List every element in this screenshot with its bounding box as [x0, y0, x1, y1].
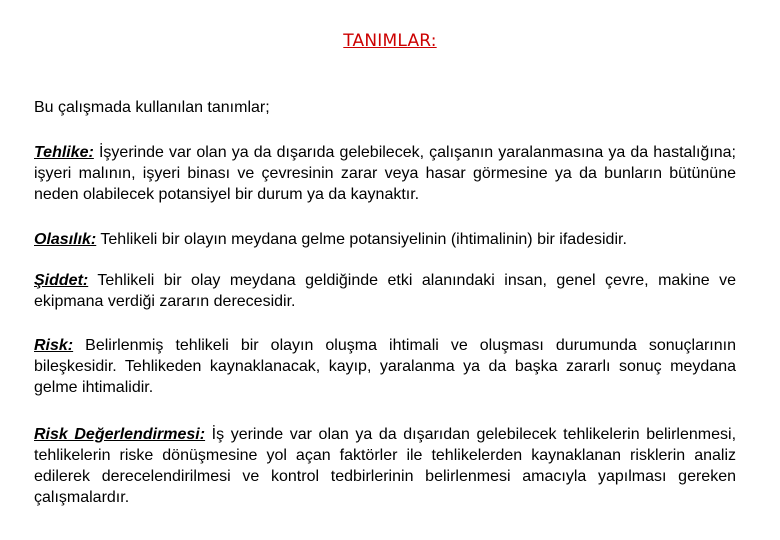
definition-text: Belirlenmiş tehlikeli bir olayın oluşma ihtimali ve oluşması durumunda sonuçlarının bileşkesidir. Tehlikeden kaynaklanacak, kayıp, yaralanma ya da başka zararlı sonuç meydana gelme ihtimalidir.	[34, 337, 736, 396]
definition-risk	[34, 335, 736, 398]
definition-term: Tehlike:	[34, 144, 94, 161]
definition-siddet	[34, 270, 736, 312]
definition-text: Tehlikeli bir olay meydana geldiğinde etki alanındaki insan, genel çevre, makine ve ekipmana verdiği zararın derecesidir.	[34, 272, 736, 310]
intro-text: Bu çalışmada kullanılan tanımlar;	[34, 99, 270, 116]
definition-text: İş yerinde var olan ya da dışarıdan gelebilecek tehlikelerin belirlenmesi, tehlikelerin riske dönüşmesine yol açan faktörler ile tehlikelerden kaynaklanan risklerin analiz edilerek derecelendirilmesi ve kontrol tedbirlerinin belirlenmesi amacıyla yapılması gereken çalışmalardır.	[34, 426, 737, 506]
definition-tehlike	[34, 142, 736, 205]
definition-olasilik	[34, 229, 736, 250]
definition-text: İşyerinde var olan ya da dışarıda gelebilecek, çalışanın yaralanmasına ya da hastalığına; işyeri malının, işyeri binası ve çevresinin zarar veya hasar görmesine ya da bunların bütününe neden olabilecek potansiyel bir durum ya da kaynaktır.	[34, 144, 736, 203]
definition-term: Şiddet:	[34, 272, 89, 289]
definition-term: Risk:	[34, 337, 74, 354]
page-title: TANIMLAR:	[343, 31, 437, 51]
definition-term: Olasılık:	[34, 231, 97, 248]
definition-term: Risk Değerlendirmesi:	[34, 426, 206, 443]
definition-text: Tehlikeli bir olayın meydana gelme potansiyelinin (ihtimalinin) bir ifadesidir.	[96, 231, 627, 248]
definition-risk-degerlendirmesi	[34, 424, 736, 508]
